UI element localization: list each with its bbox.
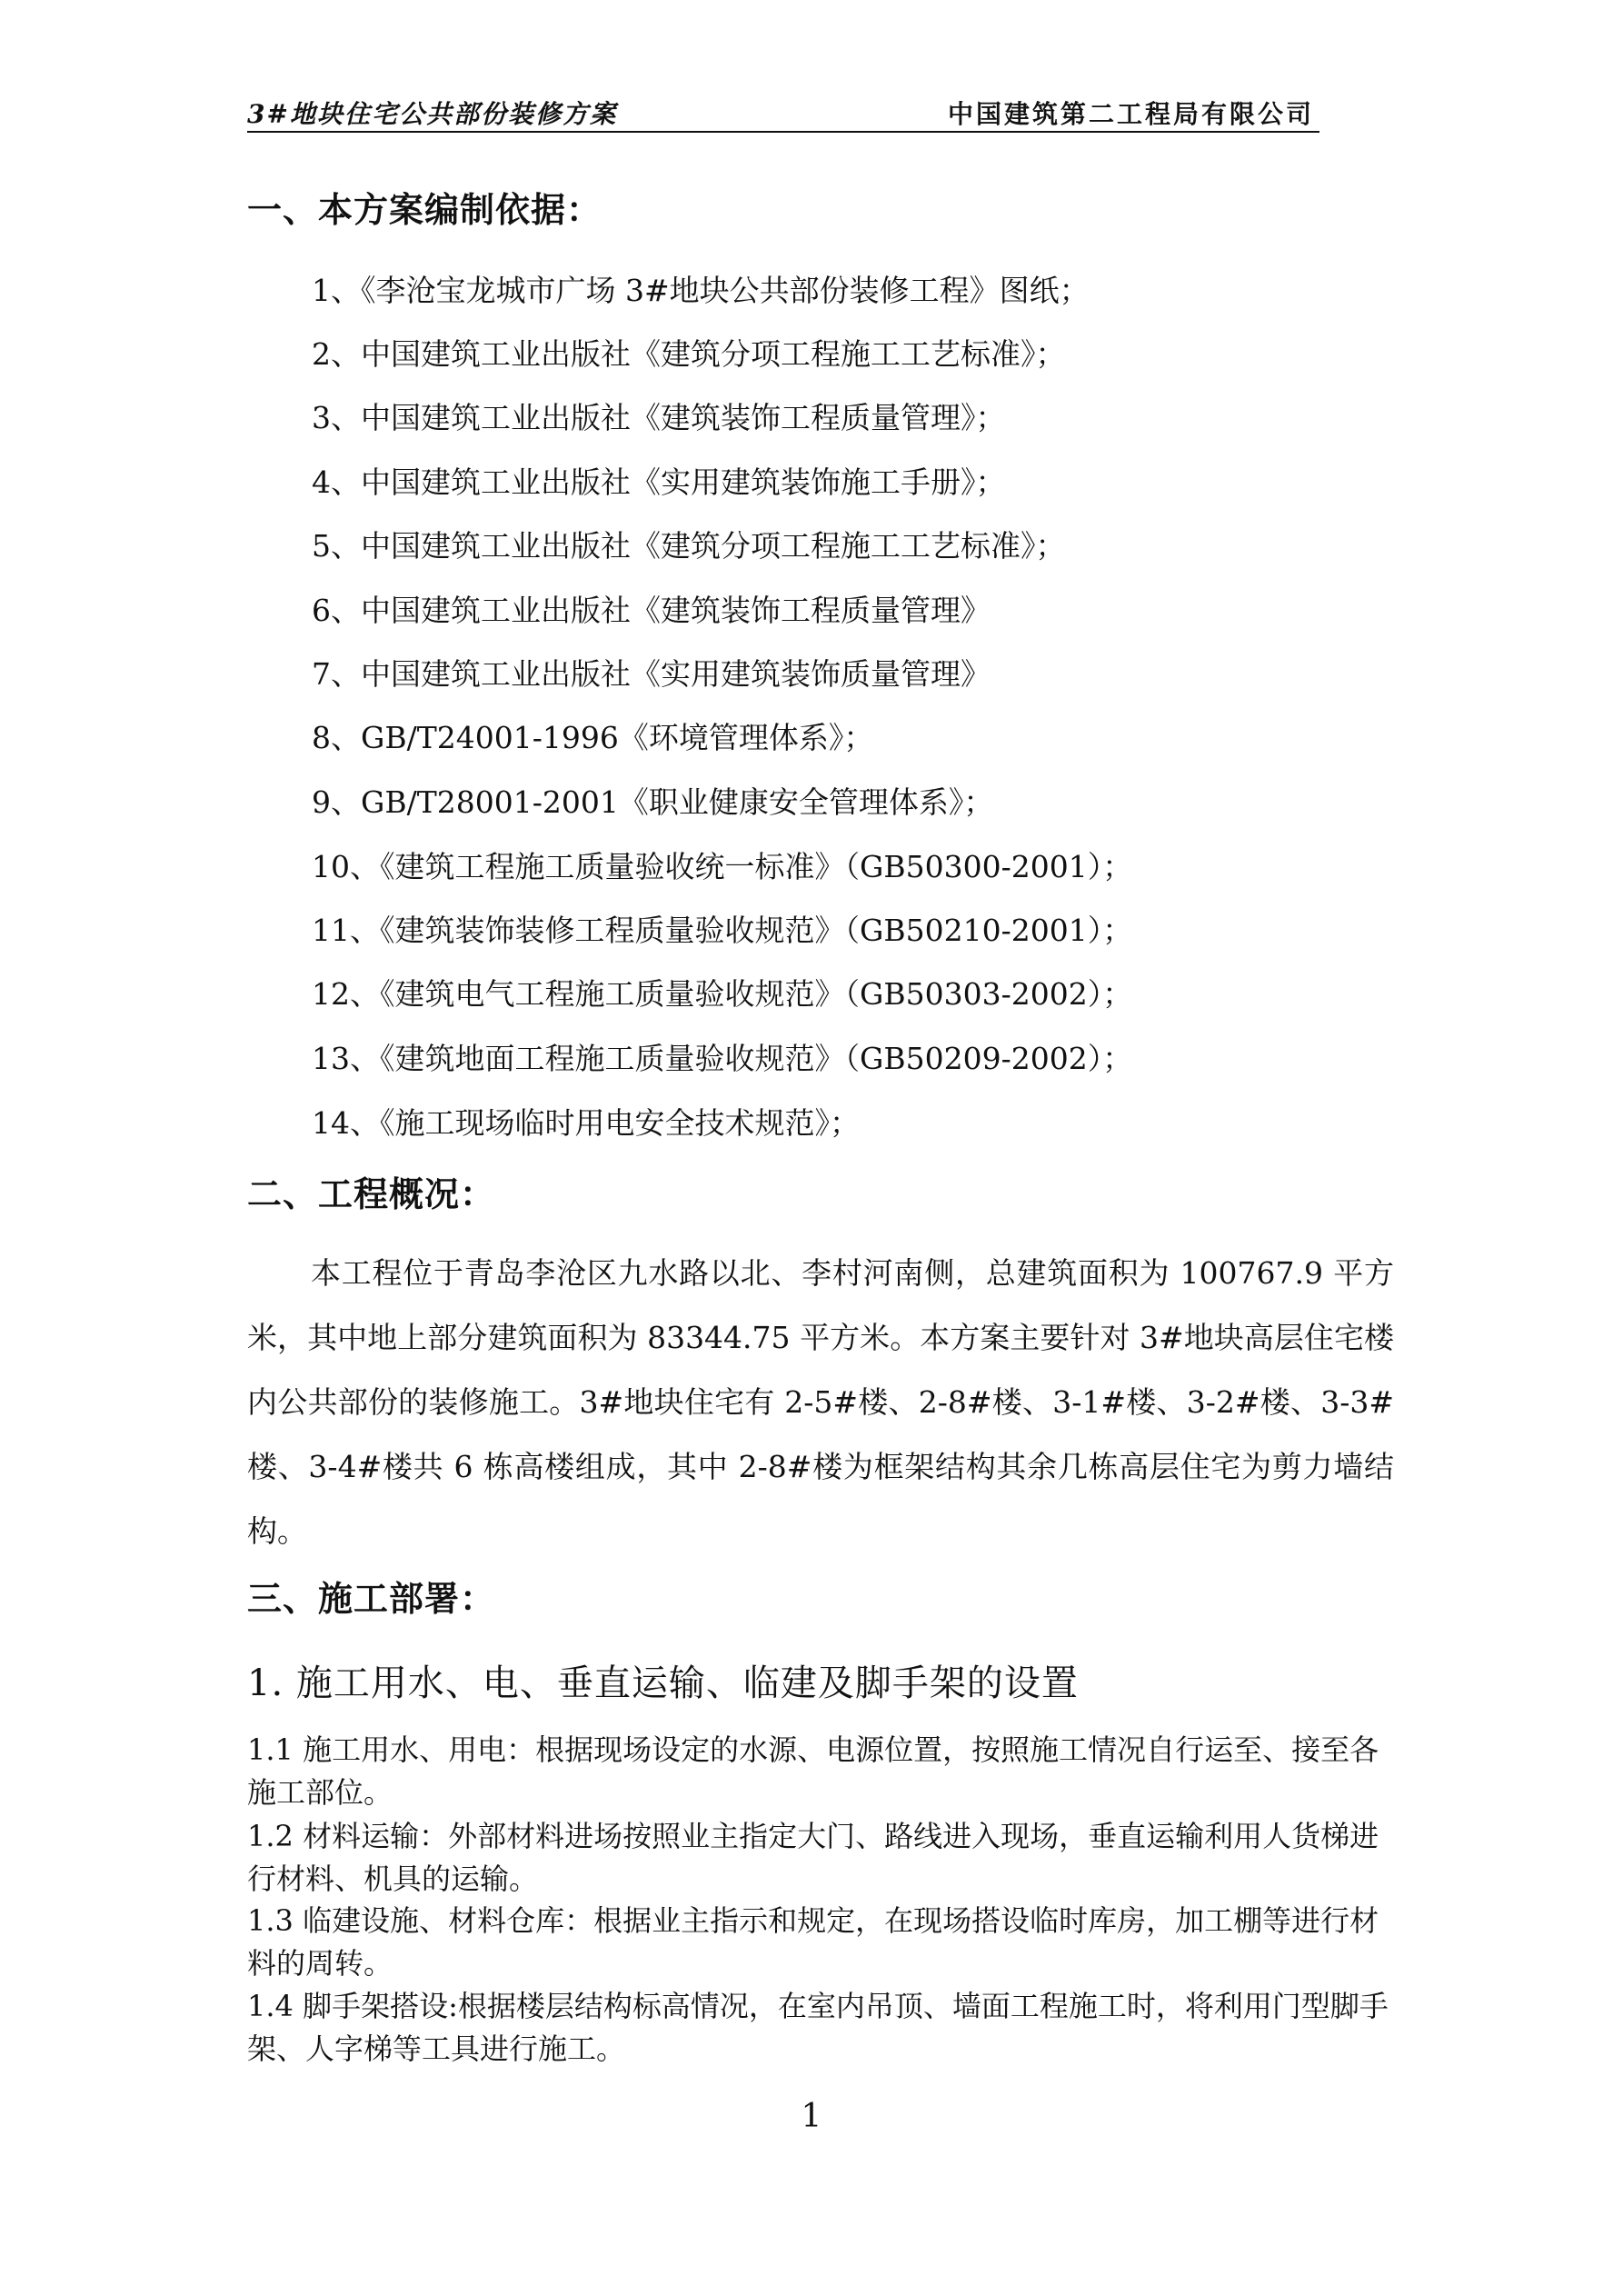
reference-item-5: 5、中国建筑工业出版社《建筑分项工程施工工艺标准》； <box>312 528 1066 564</box>
project-overview-paragraph: 本工程位于青岛李沧区九水路以北、李村河南侧，总建筑面积为 100767.9 平方米，其中地上部分建筑面积为 83344.75 平方米。本方案主要针对 3#地块高层住宅楼内公共部份的装修施工。3#地块住宅有 2-5#楼、2-8#楼、3-1#楼、3-2#楼、3-3#楼、3-4#楼共 6 栋高楼组成，其中 2-8#楼为框架结构其余几栋高层住宅为剪力墙结构。 <box>247 1255 1394 1549</box>
header-company-name: 中国建筑第二工程局有限公司 <box>947 99 1314 129</box>
reference-item-2: 2、中国建筑工业出版社《建筑分项工程施工工艺标准》； <box>312 336 1066 372</box>
section-2-heading: 二、工程概况： <box>247 1174 496 1214</box>
reference-item-13: 13、《建筑地面工程施工质量验收规范》（GB50209-2002）； <box>312 1041 1133 1076</box>
reference-item-8: 8、GB/T24001-1996《环境管理体系》； <box>312 720 874 755</box>
deployment-item-1-3: 1.3 临建设施、材料仓库：根据业主指示和规定，在现场搭设临时库房，加工棚等进行材料的周转。 <box>247 1903 1379 1981</box>
page-header <box>247 91 1319 133</box>
section-1-heading: 一、本方案编制依据： <box>247 190 602 230</box>
reference-item-12: 12、《建筑电气工程施工质量验收规范》（GB50303-2002）； <box>312 976 1133 1012</box>
reference-item-10: 10、《建筑工程施工质量验收统一标准》（GB50300-2001）； <box>312 849 1133 884</box>
subsection-1-heading: 1. 施工用水、电、垂直运输、临建及脚手架的设置 <box>247 1662 1079 1704</box>
reference-item-14: 14、《施工现场临时用电安全技术规范》； <box>312 1105 860 1141</box>
reference-item-7: 7、中国建筑工业出版社《实用建筑装饰质量管理》 <box>312 656 991 692</box>
reference-item-1: 1、《李沧宝龙城市广场 3#地块公共部份装修工程》图纸； <box>312 273 1090 308</box>
section-3-heading: 三、施工部署： <box>247 1579 496 1619</box>
deployment-item-1-4: 1.4 脚手架搭设:根据楼层结构标高情况，在室内吊顶、墙面工程施工时，将利用门型脚手架、人字梯等工具进行施工。 <box>247 1989 1389 2066</box>
deployment-item-1-2: 1.2 材料运输：外部材料进场按照业主指定大门、路线进入现场，垂直运输利用人货梯进行材料、机具的运输。 <box>247 1819 1379 1896</box>
reference-item-11: 11、《建筑装饰装修工程质量验收规范》（GB50210-2001）； <box>312 913 1133 948</box>
page-number: 1 <box>801 2098 822 2135</box>
reference-item-6: 6、中国建筑工业出版社《建筑装饰工程质量管理》 <box>312 593 991 628</box>
reference-item-3: 3、中国建筑工业出版社《建筑装饰工程质量管理》； <box>312 400 1006 435</box>
reference-item-4: 4、中国建筑工业出版社《实用建筑装饰施工手册》； <box>312 464 1006 500</box>
header-document-title: 3#地块住宅公共部份装修方案 <box>247 99 617 129</box>
deployment-item-1-1: 1.1 施工用水、用电：根据现场设定的水源、电源位置，按照施工情况自行运至、接至各施工部位。 <box>247 1732 1379 1810</box>
reference-item-9: 9、GB/T28001-2001《职业健康安全管理体系》； <box>312 784 994 820</box>
